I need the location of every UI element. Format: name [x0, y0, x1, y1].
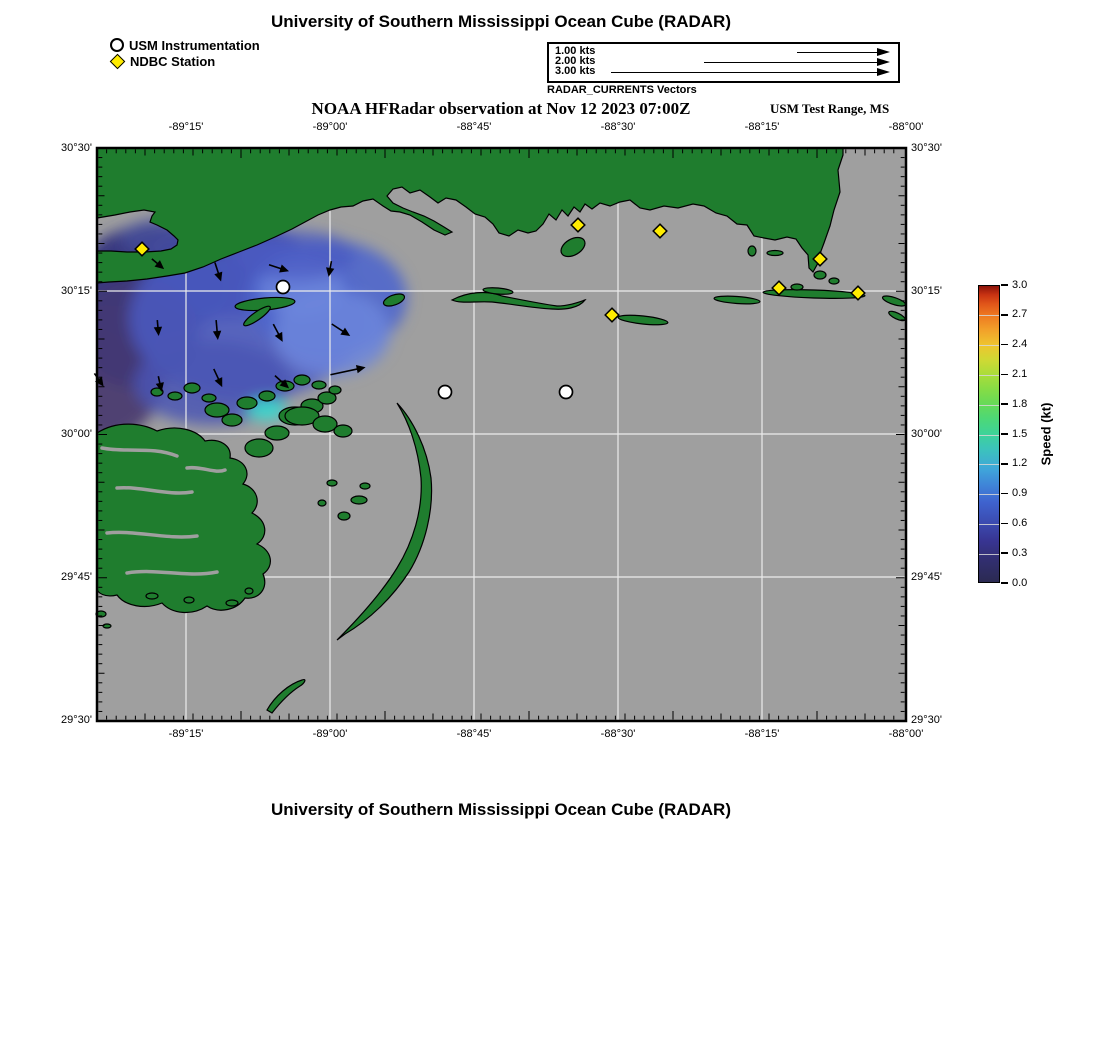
lat-tick-label: 30°00' [61, 428, 92, 440]
lon-tick-label: -88°00' [888, 728, 924, 740]
colorbar-tick [1001, 284, 1008, 286]
legend-item-usm [110, 37, 260, 53]
lat-tick-label: 29°30' [911, 714, 942, 726]
lon-tick-label: -89°15' [168, 121, 204, 133]
colorbar-tick [1001, 552, 1008, 554]
colorbar-tick-label: 1.5 [1012, 427, 1028, 440]
colorbar-tick-label: 0.6 [1012, 516, 1028, 529]
scale-arrow-line [611, 72, 878, 74]
colorbar-tick [1001, 463, 1008, 465]
scale-row-1 [555, 47, 890, 57]
colorbar-tick [1001, 374, 1008, 376]
scale-label-3: 3.00 kts [555, 65, 596, 77]
vector-scale-box [547, 42, 900, 83]
footer-title: University of Southern Mississippi Ocean Cube (RADAR) [270, 800, 731, 819]
scale-row-2 [555, 57, 890, 67]
region-label: USM Test Range, MS [770, 101, 890, 116]
legend-usm-label: USM Instrumentation [129, 37, 260, 53]
colorbar-separator [979, 494, 999, 495]
colorbar-tick-label: 2.7 [1012, 308, 1028, 321]
lat-tick-label: 30°15' [911, 285, 942, 297]
lon-tick-label: -88°30' [600, 121, 636, 133]
lon-tick-label: -89°00' [312, 121, 348, 133]
lon-tick-label: -88°45' [456, 728, 492, 740]
page-title: University of Southern Mississippi Ocean Cube (RADAR) [270, 12, 731, 31]
lon-tick-label: -89°15' [168, 728, 204, 740]
scale-arrowhead-icon [877, 68, 890, 76]
colorbar-tick [1001, 433, 1008, 435]
usm-circle-icon [110, 38, 124, 52]
colorbar-tick [1001, 523, 1008, 525]
colorbar-tick-label: 1.8 [1012, 397, 1028, 410]
legend-item-ndbc [110, 53, 260, 69]
scale-label-2: 2.00 kts [555, 55, 596, 67]
observation-title: NOAA HFRadar observation at Nov 12 2023 07:00Z [311, 99, 691, 118]
colorbar-separator [979, 435, 999, 436]
colorbar-separator [979, 375, 999, 376]
legend-ndbc-label: NDBC Station [130, 53, 216, 69]
map-plot [97, 148, 906, 721]
colorbar-tick-label: 0.9 [1012, 487, 1028, 500]
map-canvas [97, 148, 906, 721]
colorbar-tick-label: 1.2 [1012, 457, 1028, 470]
colorbar-separator [979, 554, 999, 555]
lat-tick-label: 30°00' [911, 428, 942, 440]
colorbar-separator [979, 524, 999, 525]
colorbar-separator [979, 345, 999, 346]
scale-label-1: 1.00 kts [555, 45, 596, 57]
lat-tick-label: 29°30' [61, 714, 92, 726]
colorbar-tick-label: 2.1 [1012, 367, 1028, 380]
lon-tick-label: -88°45' [456, 121, 492, 133]
scale-arrowhead-icon [877, 58, 890, 66]
colorbar-tick [1001, 314, 1008, 316]
usm-station-marker [560, 386, 573, 399]
lon-tick-label: -88°00' [888, 121, 924, 133]
scale-arrow-line [704, 62, 878, 64]
lon-tick-label: -88°15' [744, 728, 780, 740]
lon-tick-label: -88°30' [600, 728, 636, 740]
colorbar-tick-label: 2.4 [1012, 338, 1028, 351]
lat-tick-label: 30°30' [911, 142, 942, 154]
vector-scale-caption: RADAR_CURRENTS Vectors [547, 84, 697, 96]
colorbar-title: Speed (kt) [1038, 402, 1054, 466]
marker-legend [110, 37, 260, 69]
colorbar-tick-label: 0.0 [1012, 576, 1028, 589]
colorbar-tick [1001, 493, 1008, 495]
colorbar-tick [1001, 344, 1008, 346]
lat-tick-label: 29°45' [911, 571, 942, 583]
colorbar-tick-label: 0.3 [1012, 546, 1028, 559]
ndbc-diamond-icon [110, 53, 126, 69]
lat-tick-label: 30°30' [61, 142, 92, 154]
lon-tick-label: -88°15' [744, 121, 780, 133]
usm-station-marker [439, 386, 452, 399]
colorbar-tick [1001, 403, 1008, 405]
usm-station-marker [277, 281, 290, 294]
colorbar-separator [979, 315, 999, 316]
colorbar-tick [1001, 582, 1008, 584]
scale-row-3 [555, 67, 890, 77]
scale-arrow-line [797, 52, 878, 54]
scale-arrowhead-icon [877, 48, 890, 56]
colorbar-separator [979, 464, 999, 465]
colorbar-tick-label: 3.0 [1012, 278, 1028, 291]
lon-tick-label: -89°00' [312, 728, 348, 740]
colorbar-separator [979, 405, 999, 406]
lat-tick-label: 30°15' [61, 285, 92, 297]
colorbar [978, 285, 1000, 583]
lat-tick-label: 29°45' [61, 571, 92, 583]
